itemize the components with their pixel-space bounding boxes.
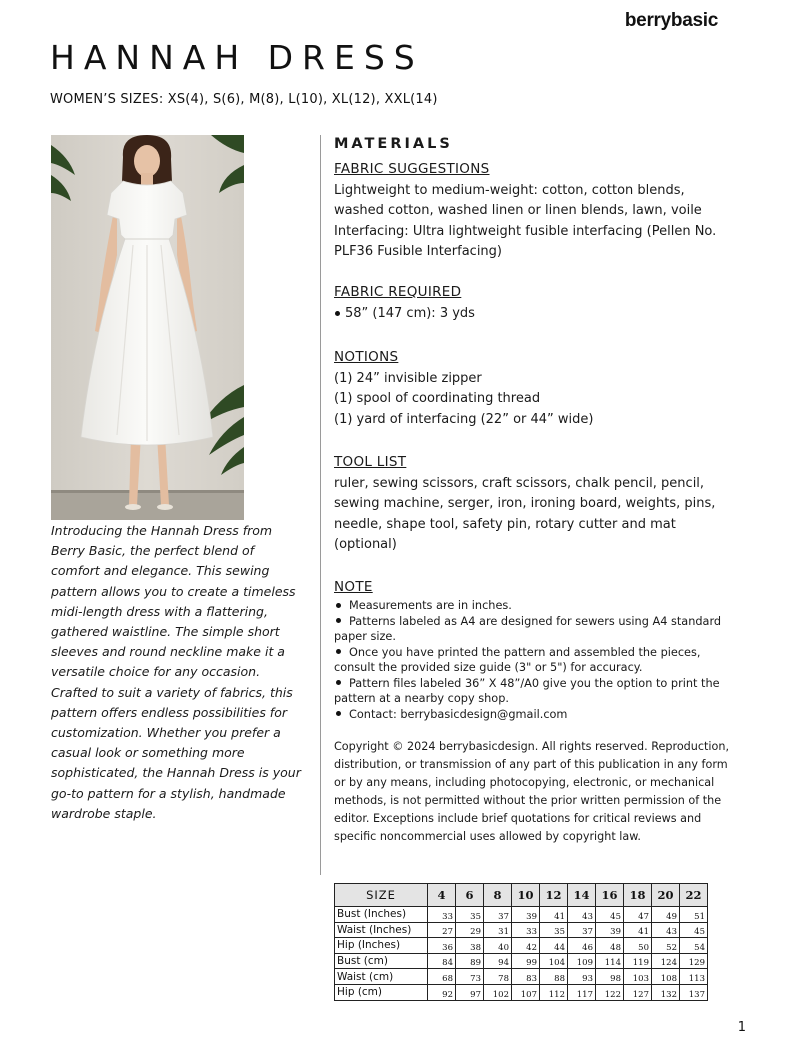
- fabric-required-item: [334, 304, 734, 324]
- size-header-cell: 20: [652, 884, 680, 907]
- size-header-cell: 10: [512, 884, 540, 907]
- table-cell: 43: [652, 922, 680, 938]
- row-label: Hip (Inches): [335, 938, 428, 954]
- table-cell: 44: [540, 938, 568, 954]
- row-label: Hip (cm): [335, 984, 428, 1000]
- bullet-icon: [336, 618, 341, 623]
- table-cell: 104: [540, 953, 568, 969]
- table-cell: 54: [680, 938, 708, 954]
- note-text: Patterns labeled as A4 are designed for sewers using A4 standard paper size.: [334, 614, 722, 643]
- notion-item: (1) 24” invisible zipper: [334, 371, 482, 386]
- size-header-cell: 4: [428, 884, 456, 907]
- note-text: Pattern files labeled 36” X 48”/A0 give you the option to print the pattern at a nearby copy shop.: [334, 676, 720, 705]
- table-cell: 89: [456, 953, 484, 969]
- page-title: HANNAH DRESS: [50, 38, 424, 77]
- model-illustration: [51, 135, 244, 520]
- bullet-icon: [335, 311, 340, 316]
- dress-photo: [51, 135, 244, 520]
- table-row: [335, 969, 708, 985]
- row-label: Bust (cm): [335, 953, 428, 969]
- table-cell: 35: [456, 907, 484, 923]
- table-cell: 50: [624, 938, 652, 954]
- table-cell: 93: [568, 969, 596, 985]
- table-cell: 132: [652, 984, 680, 1000]
- table-cell: 48: [596, 938, 624, 954]
- size-header-cell: 8: [484, 884, 512, 907]
- table-cell: 97: [456, 984, 484, 1000]
- table-cell: 98: [596, 969, 624, 985]
- page-number: 1: [737, 1020, 746, 1035]
- size-header-label: SIZE: [335, 884, 428, 907]
- table-cell: 43: [568, 907, 596, 923]
- table-cell: 94: [484, 953, 512, 969]
- table-cell: 46: [568, 938, 596, 954]
- notions-heading: NOTIONS: [334, 349, 399, 365]
- bullet-icon: [336, 711, 341, 716]
- table-cell: 45: [596, 907, 624, 923]
- size-header-cell: 16: [596, 884, 624, 907]
- bullet-icon: [336, 649, 341, 654]
- table-cell: 41: [540, 907, 568, 923]
- note-text: Once you have printed the pattern and assembled the pieces, consult the provided size guide (3" or 5") for accuracy.: [334, 645, 701, 674]
- table-cell: 29: [456, 922, 484, 938]
- note-heading: NOTE: [334, 579, 373, 595]
- table-cell: 103: [624, 969, 652, 985]
- table-cell: 49: [652, 907, 680, 923]
- table-cell: 92: [428, 984, 456, 1000]
- table-cell: 51: [680, 907, 708, 923]
- table-cell: 37: [484, 907, 512, 923]
- table-cell: 39: [512, 907, 540, 923]
- tool-list-text: ruler, sewing scissors, craft scissors, chalk pencil, pencil, sewing machine, serger, iron, ironing board, weights, pins, needle, shape tool, safety pin, rotary cutter and mat (optional): [334, 476, 716, 552]
- table-cell: 114: [596, 953, 624, 969]
- table-cell: 41: [624, 922, 652, 938]
- size-header-row: [335, 884, 708, 907]
- table-cell: 40: [484, 938, 512, 954]
- size-header-cell: 6: [456, 884, 484, 907]
- table-cell: 129: [680, 953, 708, 969]
- note-item: [334, 707, 729, 723]
- tool-list-heading: TOOL LIST: [334, 454, 407, 470]
- table-cell: 33: [428, 907, 456, 923]
- table-cell: 99: [512, 953, 540, 969]
- row-label: Waist (cm): [335, 969, 428, 985]
- brand-logo: berrybasic: [624, 10, 718, 31]
- table-cell: 37: [568, 922, 596, 938]
- column-divider: [320, 135, 321, 875]
- note-item: [334, 645, 729, 676]
- table-cell: 31: [484, 922, 512, 938]
- table-cell: 35: [540, 922, 568, 938]
- table-cell: 122: [596, 984, 624, 1000]
- table-cell: 112: [540, 984, 568, 1000]
- table-cell: 113: [680, 969, 708, 985]
- note-item: [334, 598, 729, 614]
- table-cell: 83: [512, 969, 540, 985]
- size-header-cell: 12: [540, 884, 568, 907]
- table-cell: 124: [652, 953, 680, 969]
- table-cell: 73: [456, 969, 484, 985]
- table-row: [335, 938, 708, 954]
- row-label: Waist (Inches): [335, 922, 428, 938]
- note-text: Measurements are in inches.: [349, 599, 512, 612]
- note-item: [334, 614, 729, 645]
- fabric-required-heading: FABRIC REQUIRED: [334, 284, 462, 300]
- table-cell: 33: [512, 922, 540, 938]
- table-row: [335, 984, 708, 1000]
- notion-item: (1) spool of coordinating thread: [334, 391, 541, 407]
- table-cell: 45: [680, 922, 708, 938]
- table-cell: 36: [428, 938, 456, 954]
- contact-email: Contact: berrybasicdesign@gmail.com: [349, 707, 568, 721]
- fabric-suggestions-heading: FABRIC SUGGESTIONS: [334, 161, 490, 177]
- table-cell: 108: [652, 969, 680, 985]
- sizes-line: WOMEN’S SIZES: XS(4), S(6), M(8), L(10), XL(12), XXL(14): [50, 92, 438, 107]
- table-row: [335, 907, 708, 923]
- table-cell: 84: [428, 953, 456, 969]
- table-cell: 42: [512, 938, 540, 954]
- table-cell: 119: [624, 953, 652, 969]
- note-item: [334, 676, 729, 707]
- materials-heading: MATERIALS: [334, 136, 453, 152]
- size-header-cell: 22: [680, 884, 708, 907]
- table-cell: 137: [680, 984, 708, 1000]
- table-cell: 127: [624, 984, 652, 1000]
- table-cell: 68: [428, 969, 456, 985]
- fabric-suggestions-text: Lightweight to medium-weight: cotton, cotton blends, washed cotton, washed linen or linen blends, lawn, voile Interfacing: Ultra lightweight fusible interfacing (Pellen No. PLF36 Fusible Interfacing): [334, 183, 717, 259]
- bullet-icon: [336, 680, 341, 685]
- size-header-cell: 14: [568, 884, 596, 907]
- note-list: [334, 598, 729, 722]
- fabric-required-value: 58” (147 cm): 3 yds: [345, 306, 475, 321]
- table-cell: 109: [568, 953, 596, 969]
- copyright-notice: Copyright © 2024 berrybasicdesign. All rights reserved. Reproduction, distribution, or transmission of any part of this publication in any form or by any means, including photocopying, electronic, or mechanical methods, is not permitted without the prior written permission of the editor. Exceptions include brief quotations for critical reviews and specific noncommercial uses allowed by copyright law.: [334, 740, 730, 844]
- row-label: Bust (Inches): [335, 907, 428, 923]
- table-cell: 47: [624, 907, 652, 923]
- intro-paragraph: Introducing the Hannah Dress from Berry Basic, the perfect blend of comfort and elegance. This sewing pattern allows you to create a timeless midi-length dress with a flattering, gathered waistline. The simple short sleeves and round neckline make it a versatile choice for any occasion. Crafted to suit a variety of fabrics, this pattern offers endless possibilities for customization. Whether you prefer a casual look or something more sophisticated, the Hannah Dress is your go-to pattern for a stylish, handmade wardrobe staple.: [51, 523, 301, 821]
- notion-item: (1) yard of interfacing (22” or 44” wide): [334, 411, 594, 427]
- table-cell: 107: [512, 984, 540, 1000]
- table-cell: 27: [428, 922, 456, 938]
- table-cell: 38: [456, 938, 484, 954]
- table-cell: 52: [652, 938, 680, 954]
- table-cell: 117: [568, 984, 596, 1000]
- table-cell: 102: [484, 984, 512, 1000]
- table-row: [335, 953, 708, 969]
- table-cell: 39: [596, 922, 624, 938]
- bullet-icon: [336, 603, 341, 608]
- notions-list: [334, 369, 734, 430]
- table-cell: 88: [540, 969, 568, 985]
- size-chart-table: [334, 883, 708, 1001]
- table-row: [335, 922, 708, 938]
- table-cell: 78: [484, 969, 512, 985]
- size-header-cell: 18: [624, 884, 652, 907]
